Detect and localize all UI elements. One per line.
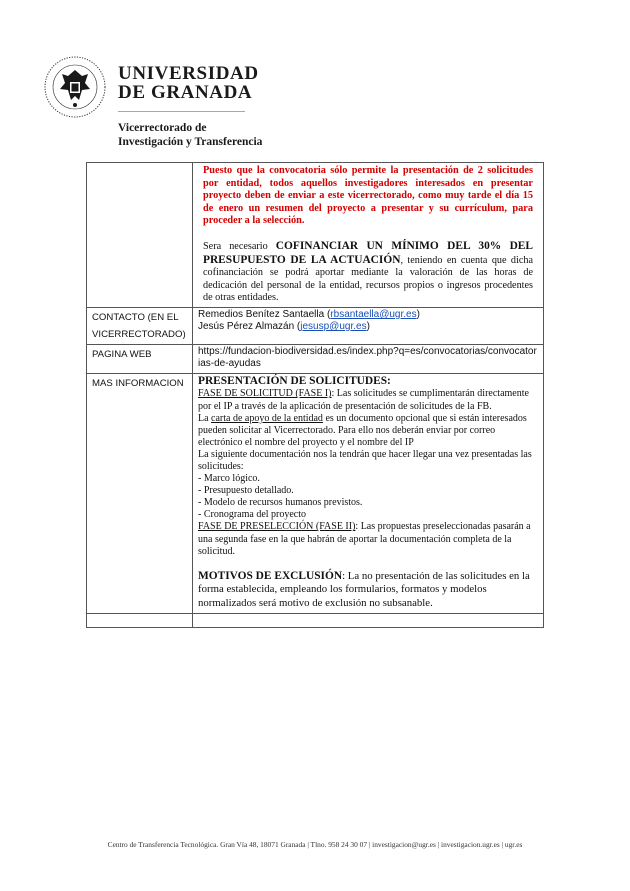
exclusion-text: : La no presentación de las solicitudes en la forma establecida, empleando los formularios, formatos y modelos normalizados será motivo de exclusión no subsanable.: [198, 569, 530, 609]
docs-intro: La siguiente documentación nos la tendrán que hacer llegar una vez presentadas las solicitudes:: [198, 448, 532, 472]
support-letter-pre: La: [198, 412, 212, 424]
table-row-empty: [87, 613, 544, 627]
docs-list-item: - Marco lógico.: [198, 473, 260, 485]
cofinancing-bold: COFINANCIAR UN MÍNIMO DEL 30% DEL PRESUPUESTO DE LA ACTUACIÓN: [203, 239, 533, 266]
university-name: [118, 64, 259, 102]
cofinancing-post: , teniendo en cuenta que dicha cofinanciación se podrá aportar mediante la valoración de las horas de dedicación del personal de la entidad, recursos propios o ingresos procedentes de otras entidades.: [203, 254, 533, 304]
exclusion-paragraph: [198, 570, 538, 610]
submission-heading: PRESENTACIÓN DE SOLICITUDES:: [198, 374, 391, 387]
selection-notice: Puesto que la convocatoria sólo permite la presentación de 2 solicitudes por entidad, todos aquellos investigadores interesados en presentar proyecto deben de enviar a este vicerrectorado, como muy tarde el día 15 de enero un resumen del proyecto a presentar y su currículum, para proceder a la selección.: [203, 165, 533, 227]
contact-label: CONTACTO (EN EL VICERRECTORADO): [87, 307, 193, 344]
phase1-text: : Las solicitudes se cumplimentarán directamente por el IP a través de la aplicación de presentación de solicitudes de la FB.: [198, 388, 529, 412]
web-label: PAGINA WEB: [87, 344, 193, 373]
contact-person-2-name: Jesús Pérez Almazán (: [198, 320, 301, 332]
contact-cell: [193, 307, 544, 344]
table-row-notice: [87, 163, 544, 308]
university-name-line2: DE GRANADA: [118, 82, 253, 103]
contact-person-1-email-link[interactable]: rbsantaella@ugr.es: [330, 308, 417, 320]
info-label: MAS INFORMACION: [87, 373, 193, 613]
header-divider: [118, 111, 245, 112]
contact-person-1-name: Remedios Benítez Santaella (: [198, 308, 331, 320]
contact-person-2-email-link[interactable]: jesusp@ugr.es: [300, 320, 367, 332]
web-url[interactable]: https://fundacion-biodiversidad.es/index.php?q=es/convocatorias/convocatorias-de-ayudas: [193, 344, 544, 373]
vice-line1: Vicerrectorado de: [118, 122, 207, 134]
contact-person-2: [198, 321, 538, 333]
docs-list-item: - Presupuesto detallado.: [198, 485, 294, 497]
docs-list-item: - Modelo de recursos humanos previstos.: [198, 497, 363, 509]
phase1-paragraph: [198, 388, 538, 412]
table-row-web: [87, 344, 544, 373]
university-seal-logo: [44, 56, 106, 118]
cofinancing-pre: Sera necesario: [203, 240, 276, 252]
notice-cell: [193, 163, 544, 308]
university-name-line1: UNIVERSIDAD: [118, 63, 259, 84]
contact-person-2-close: ): [366, 320, 370, 332]
cofinancing-notice: [203, 240, 533, 305]
empty-label-cell: [87, 613, 193, 627]
docs-list-item: - Cronograma del proyecto: [198, 509, 307, 521]
info-cell: [193, 373, 544, 613]
phase1-title: FASE DE SOLICITUD (FASE I): [198, 388, 332, 400]
phase2-text: : Las propuestas preseleccionadas pasarán a una segunda fase en la que habrán de aportar la documentación completa de la solicitud.: [198, 521, 531, 557]
contact-person-1-close: ): [416, 308, 420, 320]
docs-list: [198, 473, 538, 521]
support-letter-title: carta de apoyo de la entidad: [211, 412, 323, 424]
support-letter-text: es un documento opcional que si están interesados pueden solicitar al Vicerrectorado. Para ello nos deberán enviar por correo electrónico el nombre del proyecto y el nombre del IP: [198, 412, 527, 448]
phase2-paragraph: [198, 521, 538, 557]
info-table: [86, 162, 544, 628]
table-row-info: [87, 373, 544, 613]
page-footer: Centro de Transferencia Tecnológica. Gran Vía 48, 18071 Granada | Tlno. 958 24 30 07 | investigacion@ugr.es | investigacion.ugr.es | ugr.es: [107, 840, 523, 849]
notice-label-cell: [87, 163, 193, 308]
contact-person-1: [198, 309, 538, 321]
exclusion-title: MOTIVOS DE EXCLUSIÓN: [198, 569, 343, 582]
vicerrectorado-title: [118, 121, 262, 149]
table-row-contact: [87, 307, 544, 344]
phase2-title: FASE DE PRESELECCIÓN (FASE II): [198, 521, 356, 533]
vice-line2: Investigación y Transferencia: [118, 136, 263, 148]
empty-value-cell: [193, 613, 544, 627]
support-letter-paragraph: [198, 413, 538, 449]
